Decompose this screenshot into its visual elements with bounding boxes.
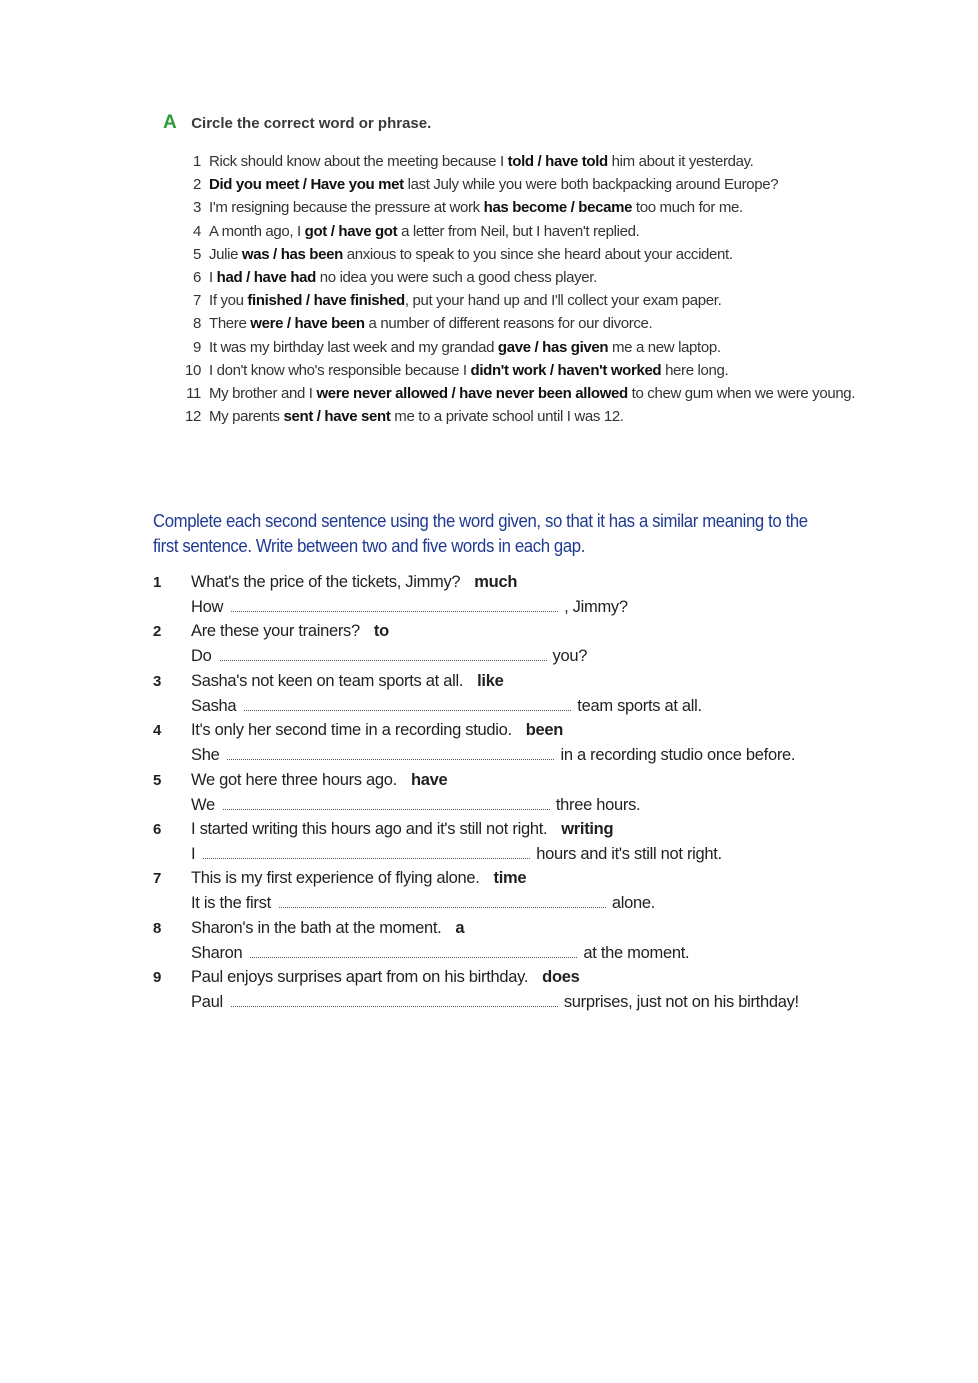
option-separator: / (530, 338, 543, 356)
item-number: 10 (185, 361, 201, 379)
keyword: time (493, 869, 527, 888)
section-a-title: Circle the correct word or phrase. (191, 115, 432, 132)
option-separator: / (302, 292, 314, 310)
option-1[interactable]: were (250, 315, 284, 333)
sentence-start: I (209, 268, 217, 286)
sentence-start: She (191, 746, 220, 765)
sentence-start: It is the first (191, 894, 271, 913)
item-number: 6 (153, 820, 162, 838)
option-2[interactable]: have got (338, 222, 398, 240)
sentence-start: Do (191, 647, 212, 666)
sentence-start: If you (209, 292, 248, 310)
first-sentence-line (191, 965, 579, 990)
option-separator: / (546, 361, 558, 379)
sentence-end: , put your hand up and I'll collect your exam paper. (404, 292, 722, 310)
instructions-line: first sentence. Write between two and five words in each gap. (153, 536, 586, 556)
sentence-end: at the moment. (583, 943, 690, 962)
item-number: 8 (193, 315, 201, 333)
sentence-end: team sports at all. (577, 696, 702, 715)
answer-gap[interactable] (231, 597, 558, 612)
item-number: 7 (153, 870, 162, 888)
sentence-start: Julie (209, 245, 242, 263)
list-item (178, 266, 855, 289)
sentence-start: We (191, 795, 215, 814)
option-2[interactable]: have finished (313, 292, 405, 310)
second-sentence-line (191, 842, 722, 867)
item-number: 1 (153, 574, 162, 591)
first-sentence-line (191, 768, 447, 793)
list-item (178, 220, 855, 243)
keyword: much (474, 573, 518, 591)
option-1[interactable]: told (507, 153, 534, 170)
item-number: 4 (193, 222, 201, 240)
sentence-start: A month ago, I (209, 222, 305, 240)
option-2[interactable]: haven't worked (557, 361, 662, 379)
first-sentence-line (191, 570, 517, 595)
first-sentence: We got here three hours ago. (191, 770, 397, 789)
second-sentence-line (191, 694, 702, 719)
list-item (178, 312, 855, 335)
sentence-start: Rick should know about the meeting because I (209, 153, 508, 170)
answer-gap[interactable] (231, 992, 558, 1007)
second-sentence-line (191, 891, 655, 916)
list-item (178, 359, 855, 382)
sentence-end: surprises, just not on his birthday! (563, 993, 799, 1012)
sentence-end: no idea you were such a good chess player. (315, 268, 597, 286)
option-1[interactable]: were never allowed (316, 384, 448, 402)
first-sentence-line (191, 669, 503, 694)
sentence-end: alone. (611, 894, 656, 913)
option-separator: / (269, 245, 281, 263)
instructions-line: Complete each second sentence using the word given, so that it has a similar meaning to the (153, 511, 808, 531)
option-2[interactable]: have been (294, 315, 365, 333)
section-b-instructions (153, 509, 878, 559)
option-1[interactable]: got (304, 222, 327, 240)
sentence-end: , Jimmy? (564, 598, 628, 616)
sentence-end: you? (552, 647, 588, 666)
answer-gap[interactable] (227, 745, 554, 760)
option-1[interactable]: sent (283, 408, 313, 426)
item-number: 3 (193, 199, 201, 217)
option-2[interactable]: has been (280, 245, 343, 263)
list-item (178, 173, 855, 196)
first-sentence: Sasha's not keen on team sports at all. (191, 671, 464, 690)
sentence-end: anxious to speak to you since she heard about your accident. (342, 245, 733, 263)
item-number: 7 (193, 292, 201, 310)
sentence-start: I'm resigning because the pressure at work (209, 199, 484, 217)
item-number: 5 (153, 771, 162, 789)
first-sentence-line (191, 718, 563, 743)
sentence-end: to chew gum when we were young. (627, 384, 856, 402)
first-sentence-line (191, 916, 464, 941)
option-separator: / (566, 199, 579, 217)
option-1[interactable]: gave (497, 338, 531, 356)
option-2[interactable]: have sent (324, 408, 391, 426)
answer-gap[interactable] (220, 646, 547, 661)
option-separator: / (312, 408, 325, 426)
option-2[interactable]: have never been allowed (459, 384, 628, 402)
option-2[interactable]: became (578, 199, 633, 217)
section-a-list (178, 150, 855, 428)
item-number: 2 (153, 623, 162, 641)
sentence-start: I don't know who's responsible because I (209, 361, 471, 379)
sentence-start: There (209, 315, 251, 333)
section-letter: A (163, 112, 177, 133)
answer-gap[interactable] (223, 795, 550, 810)
list-item (178, 243, 855, 266)
sentence-end: three hours. (555, 795, 641, 814)
list-item (178, 196, 855, 219)
sentence-end: too much for me. (632, 199, 743, 217)
second-sentence-line (191, 644, 587, 669)
item-number: 2 (193, 176, 201, 194)
sentence-end: last July while you were both backpacking around Europe? (403, 176, 779, 194)
answer-gap[interactable] (203, 844, 530, 859)
item-number: 9 (153, 969, 162, 987)
list-item (178, 150, 855, 173)
option-1[interactable]: had (216, 268, 243, 286)
second-sentence-line (191, 743, 795, 768)
sentence-end: in a recording studio once before. (560, 746, 796, 765)
first-sentence: What's the price of the tickets, Jimmy? (191, 573, 461, 591)
sentence-end: him about it yesterday. (607, 153, 754, 170)
item-number: 1 (193, 153, 201, 170)
first-sentence: Paul enjoys surprises apart from on his birthday. (191, 968, 529, 987)
list-item (178, 382, 855, 405)
list-item (178, 289, 855, 312)
sentence-start: Sasha (191, 696, 237, 715)
option-1[interactable]: was (241, 245, 270, 263)
keyword: to (373, 622, 389, 641)
item-number: 8 (153, 919, 162, 937)
sentence-start: How (191, 598, 224, 616)
answer-gap[interactable] (244, 696, 571, 711)
item-number: 9 (193, 338, 201, 356)
option-2[interactable]: have had (253, 268, 316, 286)
option-2[interactable]: Have you met (310, 176, 404, 194)
option-separator: / (242, 268, 254, 286)
sentence-start: My parents (209, 408, 284, 426)
second-sentence-line (191, 793, 640, 818)
sentence-end: here long. (661, 361, 729, 379)
first-sentence: Are these your trainers? (191, 622, 360, 641)
list-item (178, 336, 855, 359)
item-number: 5 (193, 245, 201, 263)
option-separator: / (447, 384, 460, 402)
item-number: 4 (153, 722, 162, 740)
option-2[interactable]: have told (545, 153, 608, 170)
option-separator: / (326, 222, 339, 240)
option-1[interactable]: has become (483, 199, 567, 217)
sentence-start: My brother and I (209, 384, 317, 402)
first-sentence-line (191, 619, 389, 644)
first-sentence: Sharon's in the bath at the moment. (191, 918, 442, 937)
answer-gap[interactable] (279, 893, 606, 908)
item-number: 11 (186, 384, 201, 402)
sentence-start: Sharon (191, 943, 243, 962)
sentence-start: Paul (191, 993, 223, 1012)
sentence-start: I (191, 844, 196, 863)
item-number: 3 (153, 672, 162, 690)
second-sentence-line (191, 941, 689, 966)
keyword: a (455, 918, 465, 937)
first-sentence: This is my first experience of flying alone. (191, 869, 480, 888)
option-1[interactable]: finished (247, 292, 303, 310)
second-sentence-line (191, 990, 799, 1015)
keyword: like (477, 671, 504, 690)
first-sentence-line (191, 866, 526, 891)
first-sentence: It's only her second time in a recording studio. (191, 721, 512, 740)
first-sentence-line (191, 817, 613, 842)
section-a-header (163, 112, 431, 134)
option-2[interactable]: has given (542, 338, 609, 356)
keyword: writing (561, 819, 614, 838)
keyword: been (525, 721, 564, 740)
keyword: have (410, 770, 448, 789)
option-separator: / (533, 153, 546, 170)
sentence-end: a number of different reasons for our divorce. (364, 315, 653, 333)
option-separator: / (298, 176, 311, 194)
option-1[interactable]: Did you meet (209, 176, 299, 194)
sentence-end: a letter from Neil, but I haven't replied. (397, 222, 640, 240)
sentence-end: me to a private school until I was 12. (390, 408, 624, 426)
second-sentence-line (191, 595, 628, 620)
sentence-end: me a new laptop. (608, 338, 721, 356)
option-1[interactable]: didn't work (470, 361, 547, 379)
sentence-end: hours and it's still not right. (536, 844, 722, 863)
option-separator: / (283, 315, 295, 333)
item-number: 6 (193, 268, 201, 286)
first-sentence: I started writing this hours ago and it's still not right. (191, 819, 548, 838)
sentence-start: It was my birthday last week and my grandad (209, 338, 498, 356)
item-number: 12 (185, 408, 201, 426)
keyword: does (542, 968, 580, 987)
answer-gap[interactable] (250, 943, 577, 958)
list-item (178, 405, 855, 428)
